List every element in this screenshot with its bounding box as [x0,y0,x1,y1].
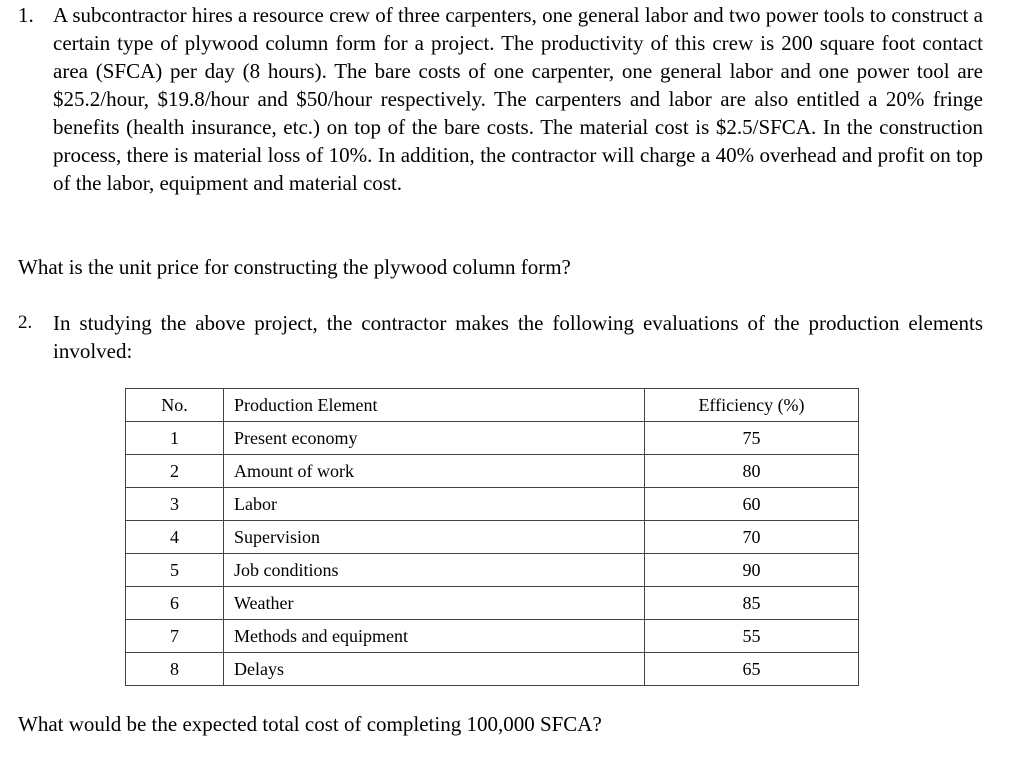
row-element: Weather [224,587,645,620]
row-efficiency: 90 [645,554,859,587]
question-1-number: 1. [18,3,34,27]
question-2-text: In studying the above project, the contractor makes the following evaluations of the production elements involved: [53,311,983,363]
table-row [126,488,859,521]
header-efficiency: Efficiency (%) [645,389,859,422]
table-row [126,455,859,488]
row-element: Job conditions [224,554,645,587]
production-elements-table [125,388,859,686]
row-no: 8 [126,653,224,686]
header-no: No. [126,389,224,422]
header-production-element: Production Element [224,389,645,422]
table-row [126,554,859,587]
row-element: Present economy [224,422,645,455]
question-2 [0,309,1000,369]
row-efficiency: 60 [645,488,859,521]
row-efficiency: 70 [645,521,859,554]
question-1 [0,1,1000,221]
row-no: 1 [126,422,224,455]
row-element: Methods and equipment [224,620,645,653]
row-element: Supervision [224,521,645,554]
table-row [126,521,859,554]
table-row [126,653,859,686]
row-no: 4 [126,521,224,554]
row-no: 7 [126,620,224,653]
row-element: Delays [224,653,645,686]
row-element: Amount of work [224,455,645,488]
question-1-text: A subcontractor hires a resource crew of three carpenters, one general labor and two power tools to construct a certain type of plywood column form for a project. The productivity of this crew is 200 square foot contact area (SFCA) per day (8 hours). The bare costs of one carpenter, one general labor and one power tool are $25.2/hour, $19.8/hour and $50/hour respectively. The carpenters and labor are also entitled a 20% fringe benefits (health insurance, etc.) on top of the bare costs. The material cost is $2.5/SFCA. In the construction process, there is material loss of 10%. In addition, the contractor will charge a 40% overhead and profit on top of the labor, equipment and material cost. [53,3,983,195]
table-row [126,422,859,455]
question-2-prompt: What would be the expected total cost of completing 100,000 SFCA? [18,712,602,736]
row-efficiency: 55 [645,620,859,653]
table-header-row [126,389,859,422]
row-efficiency: 80 [645,455,859,488]
question-2-number: 2. [18,312,33,333]
row-no: 2 [126,455,224,488]
row-element: Labor [224,488,645,521]
table-row [126,587,859,620]
row-efficiency: 65 [645,653,859,686]
row-efficiency: 85 [645,587,859,620]
table-row [126,620,859,653]
row-efficiency: 75 [645,422,859,455]
row-no: 5 [126,554,224,587]
row-no: 6 [126,587,224,620]
row-no: 3 [126,488,224,521]
question-1-prompt: What is the unit price for constructing the plywood column form? [18,255,571,279]
